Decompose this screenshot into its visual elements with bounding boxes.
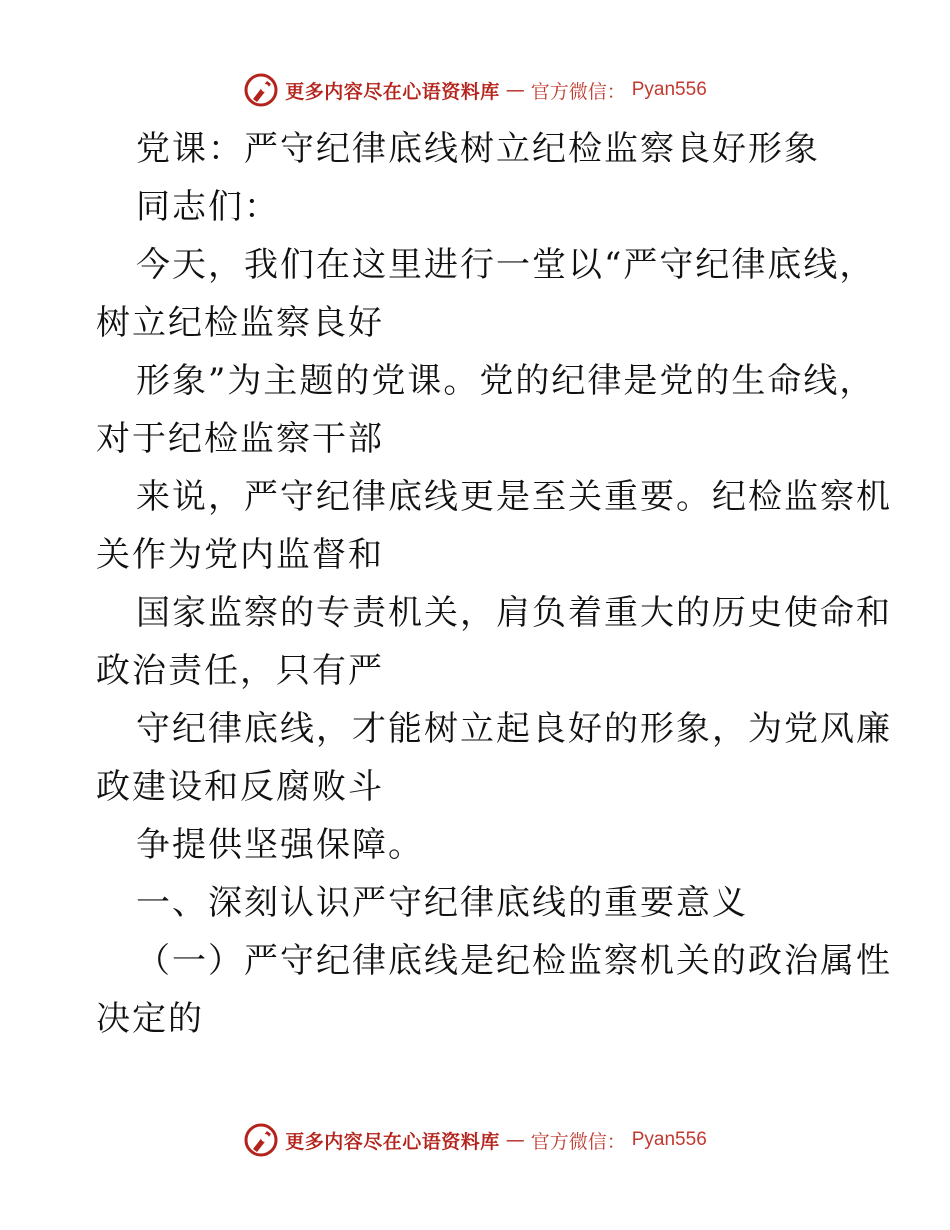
watermark-official: 官方微信： — [530, 1130, 626, 1153]
paragraph-line: 树立纪检监察良好 — [96, 303, 384, 343]
paragraph-line: 政治责任，只有严 — [96, 651, 384, 691]
salutation: 同志们： — [136, 187, 280, 227]
watermark-official: 官方微信： — [530, 80, 626, 103]
document-title: 党课：严守纪律底线树立纪检监察良好形象 — [136, 129, 820, 169]
watermark-dash: — — [505, 1129, 525, 1151]
paragraph-line: 国家监察的专责机关，肩负着重大的历史使命和 — [136, 593, 892, 633]
document-body — [96, 120, 892, 1048]
paragraph-line: 政建设和反腐败斗 — [96, 767, 384, 807]
watermark-dash: — — [505, 79, 525, 101]
paragraph-line: 守纪律底线，才能树立起良好的形象，为党风廉 — [136, 709, 892, 749]
subsection-heading: （一）严守纪律底线是纪检监察机关的政治属性 — [136, 941, 892, 981]
pen-logo-icon — [243, 1122, 279, 1158]
paragraph-line: 争提供坚强保障。 — [136, 825, 424, 865]
paragraph-line: 来说，严守纪律底线更是至关重要。纪检监察机 — [136, 477, 892, 517]
watermark-text: 更多内容尽在心语资料库 — [285, 1130, 500, 1153]
watermark-id: Pyan556 — [631, 1129, 707, 1150]
watermark-id: Pyan556 — [631, 79, 707, 100]
footer-watermark — [0, 1120, 950, 1160]
pen-logo-icon — [243, 72, 279, 108]
watermark-text: 更多内容尽在心语资料库 — [285, 80, 500, 103]
header-watermark — [0, 70, 950, 110]
paragraph-line: 对于纪检监察干部 — [96, 419, 384, 459]
paragraph-line: 今天，我们在这里进行一堂以“严守纪律底线， — [136, 245, 876, 285]
subsection-heading-continued: 决定的 — [96, 999, 204, 1039]
paragraph-line: 形象”为主题的党课。党的纪律是党的生命线， — [136, 361, 876, 401]
paragraph-line: 关作为党内监督和 — [96, 535, 384, 575]
section-heading: 一、深刻认识严守纪律底线的重要意义 — [136, 883, 748, 923]
